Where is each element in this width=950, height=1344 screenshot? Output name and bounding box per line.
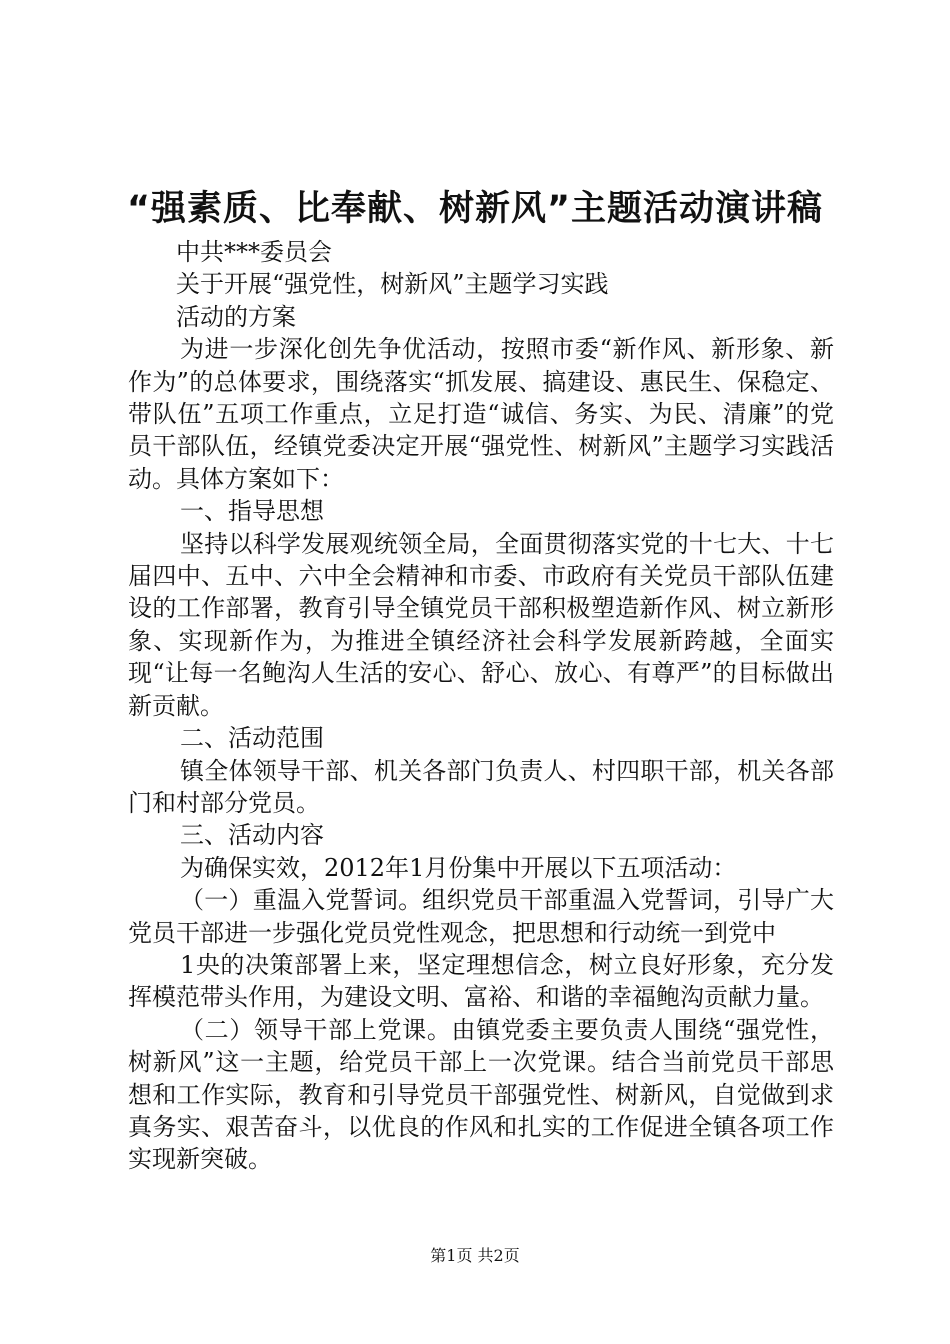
section-heading-guiding-thought: 一、指导思想 — [180, 497, 324, 526]
paragraph-plan-title-line2: 活动的方案 — [176, 302, 296, 331]
paragraph-scope: 镇全体领导干部、机关各部门负责人、村四职干部，机关各部门和村部分党员。 — [128, 756, 834, 817]
section-heading-content: 三、活动内容 — [180, 821, 324, 850]
paragraph-item-two: （二）领导干部上党课。由镇党委主要负责人围绕“强党性，树新风”这一主题，给党员干部上一次党课。结合当前党员干部思想和工作实际，教育和引导党员干部强党性、树新风，自觉做到求真务实、艰苦奋斗，以优良的作风和扎实的工作促进全镇各项工作实现新突破。 — [128, 1015, 834, 1174]
paragraph-item-one-continued: 1央的决策部署上来，坚定理想信念，树立良好形象，充分发挥模范带头作用，为建设文明、富裕、和谐的幸福鲍沟贡献力量。 — [128, 950, 834, 1012]
paragraph-committee: 中共***委员会 — [176, 238, 332, 266]
document-body — [128, 236, 834, 1176]
paragraph-plan-title-line1: 关于开展“强党性，树新风”主题学习实践 — [176, 270, 609, 299]
paragraph-content-intro: 为确保实效，2012年1月份集中开展以下五项活动： — [180, 853, 737, 882]
paragraph-intro: 为进一步深化创先争优活动，按照市委“新作风、新形象、新作为”的总体要求，围绕落实“抓发展、搞建设、惠民生、保稳定、带队伍”五项工作重点，立足打造“诚信、务实、为民、清廉”的党员干部队伍，经镇党委决定开展“强党性、树新风”主题学习实践活动。具体方案如下： — [128, 335, 834, 493]
paragraph-item-one: （一）重温入党誓词。组织党员干部重温入党誓词，引导广大党员干部进一步强化党员党性观念，把思想和行动统一到党中 — [128, 886, 834, 947]
page-number: 第1页 共2页 — [430, 1246, 520, 1265]
document-title: “强素质、比奉献、树新风”主题活动演讲稿 — [126, 189, 823, 229]
paragraph-guiding-thought: 坚持以科学发展观统领全局，全面贯彻落实党的十七大、十七届四中、五中、六中全会精神和市委、市政府有关党员干部队伍建设的工作部署，教育引导全镇党员干部积极塑造新作风、树立新形象、实现新作为，为推进全镇经济社会科学发展新跨越，全面实现“让每一名鲍沟人生活的安心、舒心、放心、有尊严”的目标做出新贡献。 — [128, 529, 834, 720]
section-heading-scope: 二、活动范围 — [180, 724, 324, 753]
